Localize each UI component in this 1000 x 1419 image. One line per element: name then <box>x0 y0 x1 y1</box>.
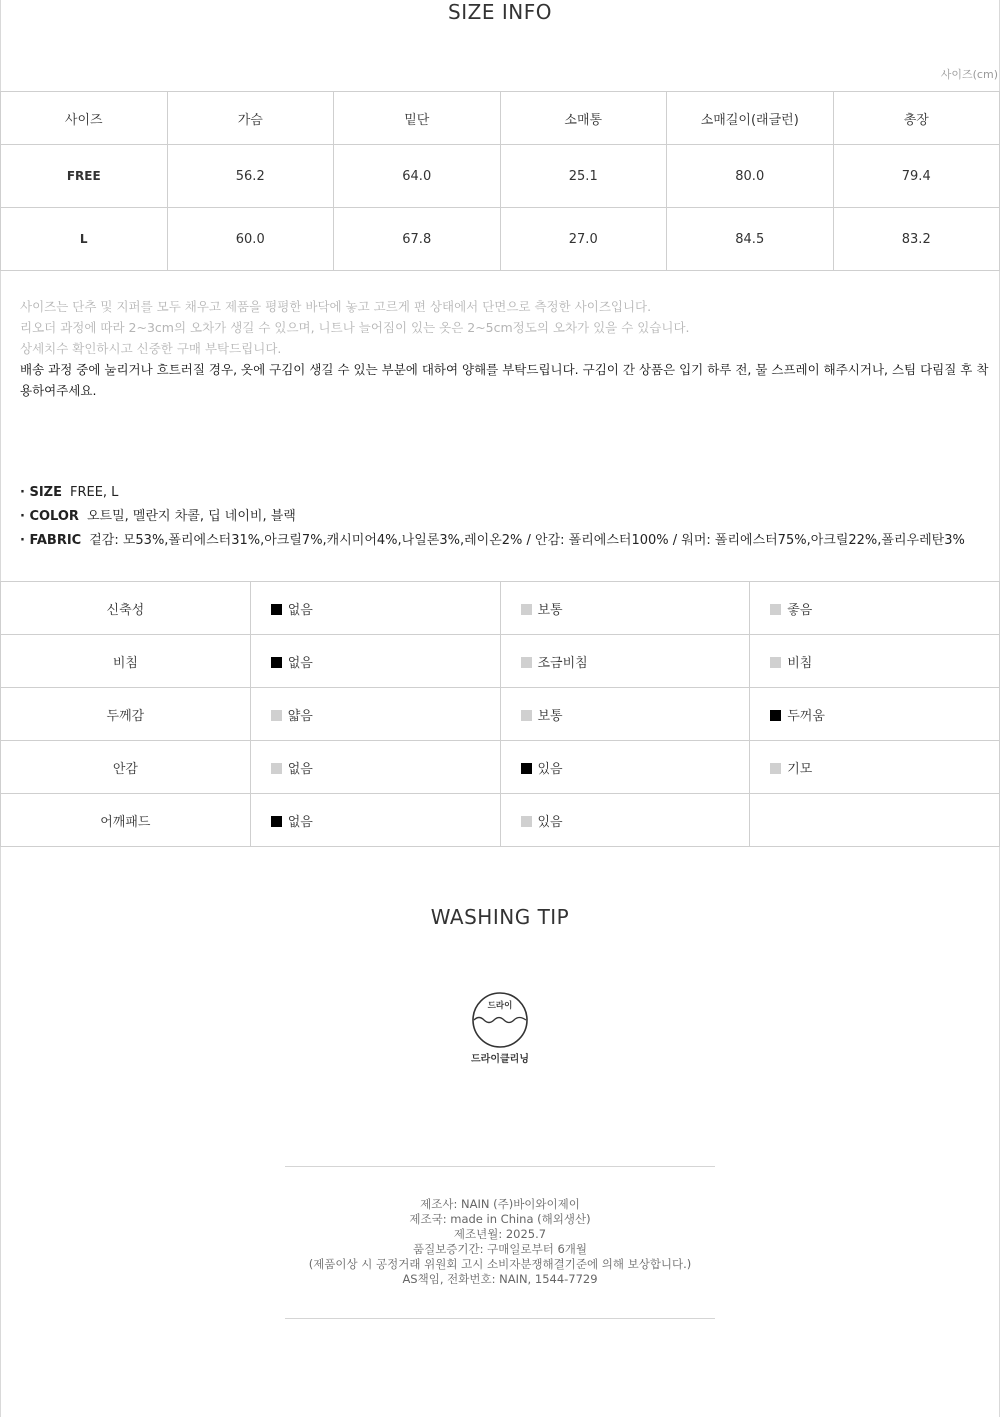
option-label: 두꺼움 <box>787 708 825 724</box>
table-cell: 27.0 <box>500 208 667 271</box>
feel-option <box>750 635 1000 688</box>
checkbox-indicator <box>271 657 282 668</box>
feel-option <box>750 741 1000 794</box>
checkbox-indicator <box>521 604 532 615</box>
table-row <box>1 145 1000 208</box>
unit-label: 사이즈(cm) <box>940 68 998 81</box>
spec-color <box>20 505 965 529</box>
spec-label: · SIZE <box>20 485 62 500</box>
spec-label: · COLOR <box>20 509 79 524</box>
spec-size <box>20 481 965 505</box>
feel-option <box>250 688 500 741</box>
table-cell: 84.5 <box>667 208 834 271</box>
feel-option-empty <box>750 794 1000 847</box>
product-specs <box>20 481 965 553</box>
info-line: 제조년월: 2025.7 <box>453 1227 547 1241</box>
checkbox-indicator <box>271 604 282 615</box>
info-line: 제조사: NAIN (주)바이와이제이 <box>420 1197 580 1211</box>
checkbox-indicator <box>770 710 781 721</box>
option-label: 없음 <box>287 602 313 618</box>
feel-option <box>500 794 750 847</box>
option-label: 얇음 <box>287 708 313 724</box>
checkbox-indicator <box>770 604 781 615</box>
size-name: FREE <box>1 145 168 208</box>
feel-option <box>250 582 500 635</box>
feel-option <box>250 741 500 794</box>
option-label: 없음 <box>287 655 313 671</box>
spec-fabric <box>20 529 965 553</box>
table-cell: 60.0 <box>167 208 334 271</box>
info-line: 품질보증기간: 구매일로부터 6개월 <box>412 1242 588 1256</box>
table-row <box>1 794 1000 847</box>
size-table <box>0 91 1000 271</box>
option-label: 좋음 <box>787 602 813 618</box>
feel-name: 안감 <box>1 741 251 794</box>
feel-option <box>500 635 750 688</box>
note-line: 상세치수 확인하시고 신중한 구매 부탁드립니다. <box>20 341 282 356</box>
option-label: 있음 <box>537 761 563 777</box>
dry-clean-icon <box>470 990 530 1050</box>
column-header: 밑단 <box>334 92 501 145</box>
divider <box>285 1166 715 1167</box>
feel-name: 신축성 <box>1 582 251 635</box>
checkbox-indicator <box>521 816 532 827</box>
feel-option <box>250 635 500 688</box>
table-cell: 79.4 <box>833 145 1000 208</box>
feel-name: 어깨패드 <box>1 794 251 847</box>
feel-option <box>500 582 750 635</box>
checkbox-indicator <box>521 763 532 774</box>
table-row <box>1 582 1000 635</box>
column-header: 사이즈 <box>1 92 168 145</box>
option-label: 있음 <box>537 814 563 830</box>
option-label: 기모 <box>787 761 813 777</box>
feel-option <box>500 688 750 741</box>
column-header: 가슴 <box>167 92 334 145</box>
option-label: 없음 <box>287 814 313 830</box>
icon-text: 드라이 <box>487 1001 513 1011</box>
washing-tip-title: WASHING TIP <box>430 905 570 929</box>
column-header: 소매통 <box>500 92 667 145</box>
manufacturer-info <box>0 1197 1000 1287</box>
spec-value: 오트밀, 멜란지 차콜, 딥 네이비, 블랙 <box>86 509 296 524</box>
divider <box>285 1318 715 1319</box>
note-line: 리오더 과정에 따라 2~3cm의 오차가 생길 수 있으며, 니트나 늘어짐이 있는 옷은 2~5cm정도의 오차가 있을 수 있습니다. <box>20 320 690 335</box>
size-name: L <box>1 208 168 271</box>
feel-option <box>500 741 750 794</box>
table-cell: 80.0 <box>667 145 834 208</box>
option-label: 조금비침 <box>537 655 588 671</box>
table-cell: 67.8 <box>334 208 501 271</box>
checkbox-indicator <box>521 657 532 668</box>
option-label: 보통 <box>537 602 563 618</box>
option-label: 없음 <box>287 761 313 777</box>
option-label: 비침 <box>787 655 813 671</box>
size-table-header <box>1 92 1000 145</box>
spec-value: 겉감: 모53%,폴리에스터31%,아크릴7%,캐시미어4%,나일론3%,레이온2% / 안감: 폴리에스터100% / 워머: 폴리에스터75%,아크릴22%,폴리우레탄3% <box>89 533 965 548</box>
table-cell: 25.1 <box>500 145 667 208</box>
table-cell: 56.2 <box>167 145 334 208</box>
column-header: 소매길이(래글런) <box>667 92 834 145</box>
feel-option <box>250 794 500 847</box>
info-line: AS책임, 전화번호: NAIN, 1544-7729 <box>402 1272 598 1286</box>
dry-cleaning-label: 드라이클리닝 <box>471 1054 529 1065</box>
fabric-feel-table <box>0 581 1000 847</box>
table-row <box>1 741 1000 794</box>
checkbox-indicator <box>271 816 282 827</box>
note-line: 사이즈는 단추 및 지퍼를 모두 채우고 제품을 평평한 바닥에 놓고 고르게 편 상태에서 단면으로 측정한 사이즈입니다. <box>20 299 652 314</box>
feel-name: 비침 <box>1 635 251 688</box>
info-line: 제조국: made in China (해외생산) <box>409 1212 591 1226</box>
feel-name: 두께감 <box>1 688 251 741</box>
table-cell: 83.2 <box>833 208 1000 271</box>
spec-label: · FABRIC <box>20 533 82 548</box>
spec-value: FREE, L <box>69 485 119 500</box>
size-notes <box>20 296 990 401</box>
option-label: 보통 <box>537 708 563 724</box>
info-line: (제품이상 시 공정거래 위원회 고시 소비자분쟁해결기준에 의해 보상합니다.) <box>308 1257 692 1271</box>
table-row <box>1 208 1000 271</box>
shipping-note: 배송 과정 중에 눌리거나 흐트러질 경우, 옷에 구김이 생길 수 있는 부분에 대하여 양해를 부탁드립니다. 구김이 간 상품은 입기 하루 전, 물 스프레이 해주시거나, 스팀 다림질 후 착용하여주세요. <box>20 362 989 398</box>
checkbox-indicator <box>521 710 532 721</box>
table-cell: 64.0 <box>334 145 501 208</box>
table-row <box>1 635 1000 688</box>
feel-option <box>750 582 1000 635</box>
table-row <box>1 688 1000 741</box>
checkbox-indicator <box>770 657 781 668</box>
feel-option <box>750 688 1000 741</box>
column-header: 총장 <box>833 92 1000 145</box>
checkbox-indicator <box>770 763 781 774</box>
checkbox-indicator <box>271 763 282 774</box>
size-info-title: SIZE INFO <box>448 0 552 24</box>
checkbox-indicator <box>271 710 282 721</box>
